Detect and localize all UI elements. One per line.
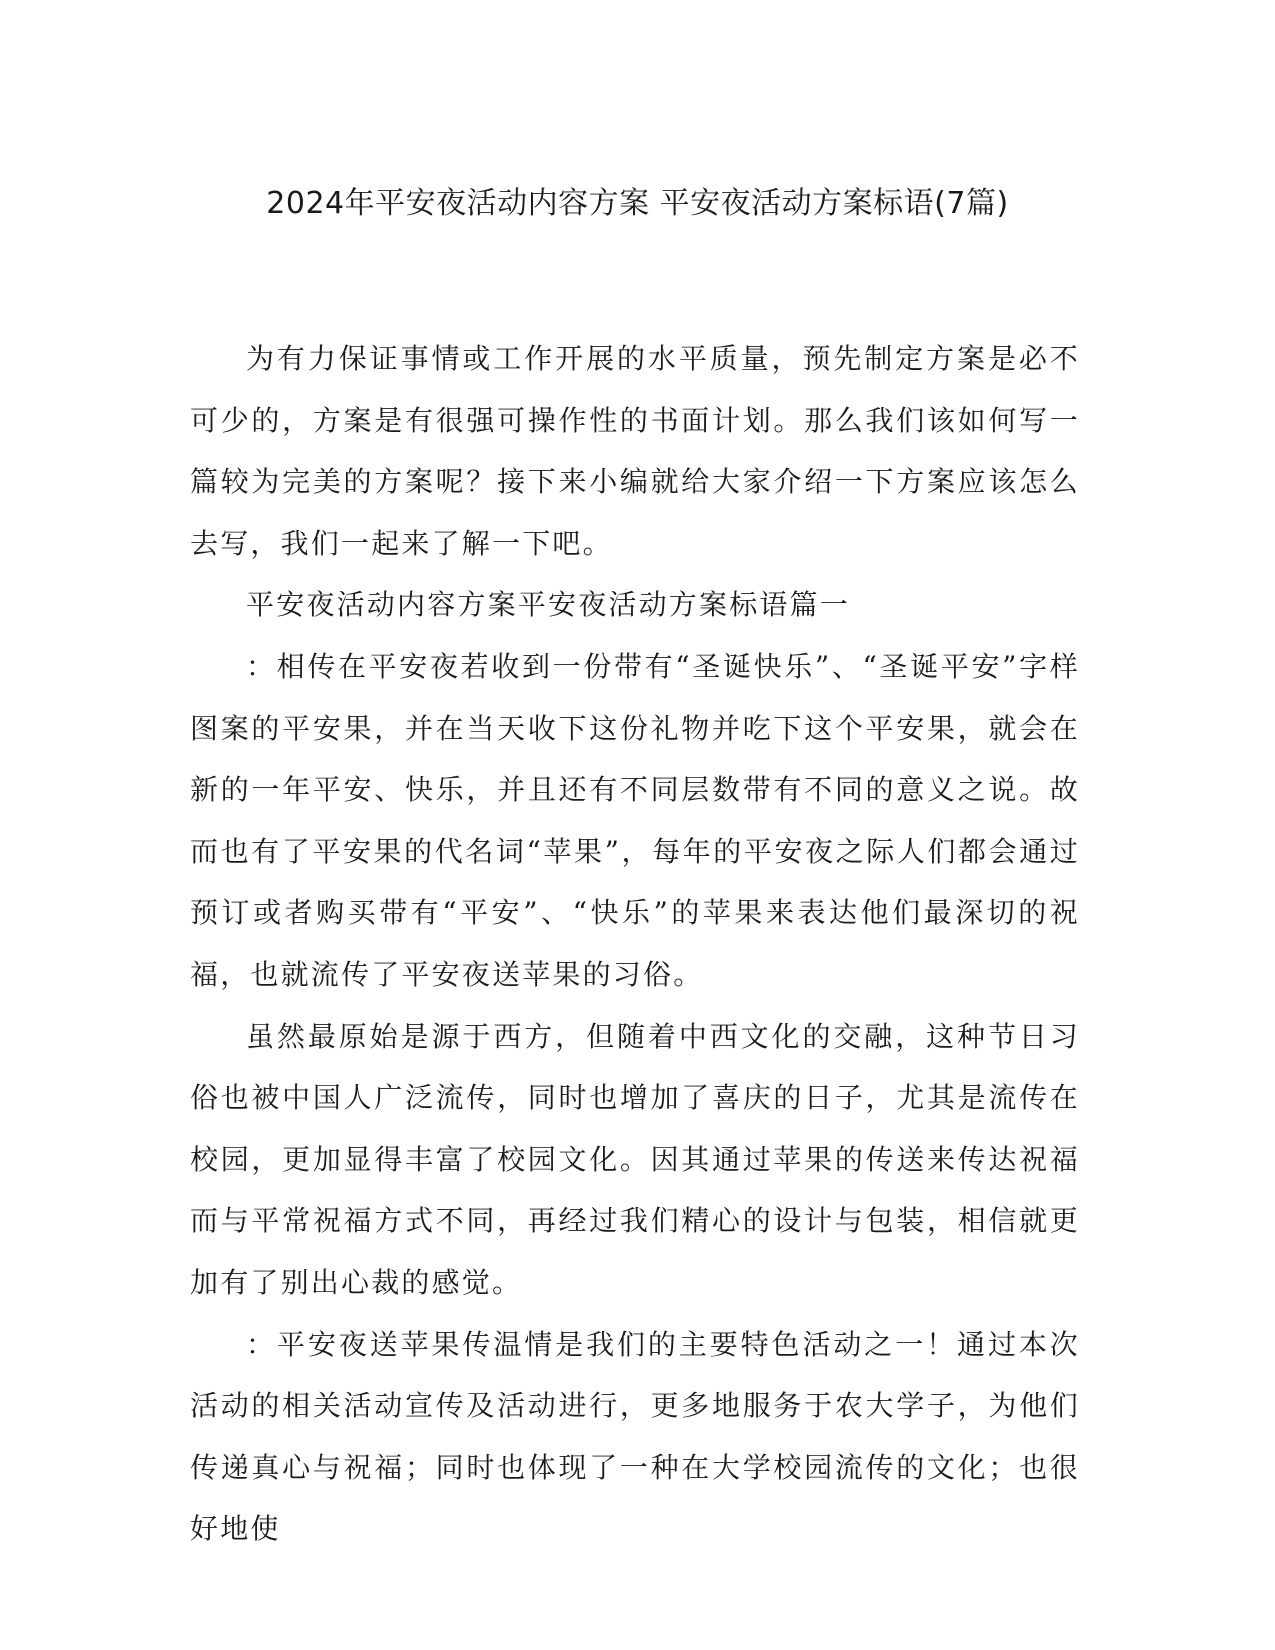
document-title: 2024年平安夜活动内容方案 平安夜活动方案标语(7篇): [266, 186, 1009, 221]
body-paragraph: ：相传在平安夜若收到一份带有“圣诞快乐”、“圣诞平安”字样图案的平安果，并在当天收下这份礼物并吃下这个平安果，就会在新的一年平安、快乐，并且还有不同层数带有不同的意义之说。故而也有了平安果的代名词“苹果”，每年的平安夜之际人们都会通过预订或者购买带有“平安”、“快乐”的苹果来表达他们最深切的祝福，也就流传了平安夜送苹果的习俗。: [190, 649, 1080, 991]
section-heading: 平安夜活动内容方案平安夜活动方案标语篇一: [246, 588, 851, 622]
document-body: [190, 328, 1080, 1560]
body-paragraph: ：平安夜送苹果传温情是我们的主要特色活动之一！通过本次活动的相关活动宣传及活动进行，更多地服务于农大学子，为他们传递真心与祝福；同时也体现了一种在大学校园流传的文化；也很好地使: [190, 1327, 1080, 1546]
body-paragraph: 虽然最原始是源于西方，但随着中西文化的交融，这种节日习俗也被中国人广泛流传，同时也增加了喜庆的日子，尤其是流传在校园，更加显得丰富了校园文化。因其通过苹果的传送来传达祝福而与平常祝福方式不同，再经过我们精心的设计与包装，相信就更加有了别出心裁的感觉。: [190, 1019, 1080, 1299]
intro-paragraph: 为有力保证事情或工作开展的水平质量，预先制定方案是必不可少的，方案是有很强可操作性的书面计划。那么我们该如何写一篇较为完美的方案呢？接下来小编就给大家介绍一下方案应该怎么去写，我们一起来了解一下吧。: [190, 342, 1080, 560]
